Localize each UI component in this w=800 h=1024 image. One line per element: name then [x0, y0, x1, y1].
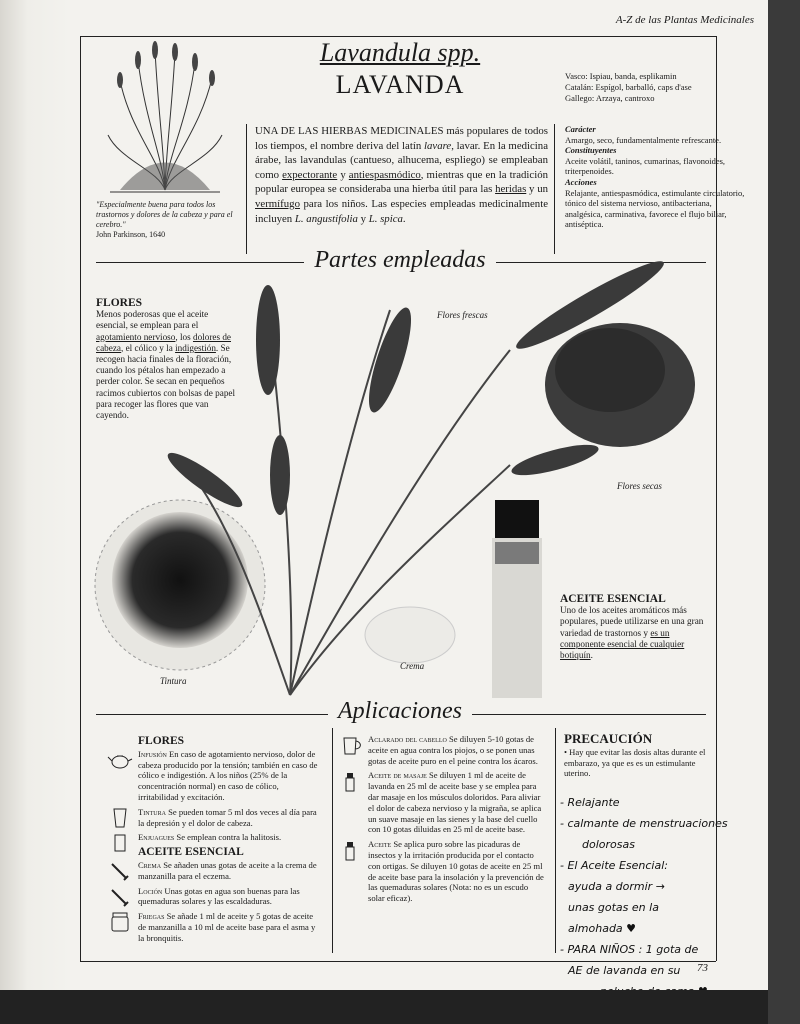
bottle-icon [338, 839, 362, 861]
flores-text: , los [175, 331, 193, 342]
entry-text: En caso de agotamiento nervioso, dolor de cabeza producido por la tensión; también en caso de cólico e indigestión. A los niños (25% de la concentración normal) en caso de cólico, irritabilidad y excitación. [138, 748, 318, 802]
caracter-text: Amargo, seco, fundamentalmente refrescante. [565, 134, 722, 145]
aceite-text: . [590, 650, 593, 661]
scan-bottom-edge [0, 990, 768, 1024]
flores-underlined: dolores de cabeza [96, 331, 231, 353]
acciones-heading: Acciones [565, 176, 597, 187]
entry-label: Aceite [368, 839, 392, 850]
title-latin: Lavandula spp. [319, 38, 481, 67]
label-tincture: Tintura [160, 676, 187, 686]
app-entry-aceite [338, 839, 546, 904]
intro-text: y un [526, 183, 548, 196]
intro-text: y [337, 168, 349, 181]
entry-label: Tintura [138, 806, 166, 817]
app-entry-tintura [108, 807, 320, 829]
entry-text: Se pueden tomar 5 ml dos veces al día para la depresión y el dolor de cabeza. [138, 806, 317, 828]
handwritten-notes [560, 792, 735, 1002]
entry-label: Aclarado del cabello [368, 734, 447, 744]
aceite-heading: ACEITE ESENCIAL [560, 593, 666, 605]
dropper-icon [108, 860, 132, 882]
intro-species: L. angustifolia [294, 212, 358, 225]
regional-name-basque: Vasco: Ispiau, banda, esplikamin [565, 71, 677, 81]
cup-icon [108, 832, 132, 854]
regional-name-galician: Gallego: Arzaya, cantroxo [565, 93, 655, 103]
aplicaciones-title-wrap [0, 698, 800, 725]
regional-name-catalan: Catalán: Espígol, barballó, caps d'ase [565, 82, 692, 92]
app-col-divider-1 [332, 728, 333, 953]
constituyentes-heading: Constituyentes [565, 145, 617, 156]
app-aceite-heading: ACEITE ESENCIAL [138, 846, 244, 859]
handwritten-line: AE de lavanda en su [568, 964, 681, 977]
intro-right-divider [554, 124, 555, 254]
properties-panel [565, 124, 745, 230]
intro-text: para los niños. Las especies empleadas medicinalmente incluyen [255, 197, 548, 225]
app-entry-friegas [108, 911, 320, 943]
partes-title: Partes empleadas [304, 247, 495, 273]
intro-underlined: vermífugo [255, 197, 300, 210]
intro-species: L. spica [368, 212, 403, 225]
entry-text: Unas gotas en agua son buenas para las quemaduras solares y las escaldaduras. [138, 885, 300, 907]
app-entry-enjuagues [108, 832, 320, 843]
handwritten-line: dolorosas [582, 838, 635, 851]
precaution-box [564, 732, 712, 779]
handwritten-line: - Relajante [560, 796, 620, 809]
entry-text: Se diluyen 5-10 gotas de aceite en agua contra los piojos, o se ponen unas gotas de aceite puro en el peine contra los ácaros. [368, 734, 538, 766]
flores-text: Menos poderosas que el aceite esencial, se emplean para el [96, 309, 209, 331]
left-frame-rule [80, 36, 81, 961]
applications-column-1 [108, 734, 320, 948]
dropper-icon [108, 886, 132, 908]
precaution-heading: PRECAUCIÓN [564, 731, 653, 746]
entry-text: Se emplean contra la halitosis. [174, 832, 282, 843]
flores-text: . Se recogen hacia finales de la floración, cuando los pétalos han empezado a perder color. Se secan en pequeños racimos cubiertos con bolsas de papel para recoger las flores que van cayendo. [96, 342, 236, 421]
intro-underlined: heridas [495, 183, 527, 196]
jug-icon [338, 734, 362, 756]
constituyentes-text: Aceite volátil, taninos, cumarinas, flavonoides, triterpenoides. [565, 155, 726, 177]
teapot-icon [108, 749, 132, 771]
aceite-underlined: es un componente esencial de cualquier botiquín [560, 627, 685, 661]
flores-text: , el cólico y la [120, 342, 176, 353]
label-cream: Crema [400, 661, 425, 671]
entry-label: Enjuagues [138, 832, 175, 843]
flores-underlined: agotamiento nervioso [96, 331, 176, 342]
intro-underlined: expectorante [282, 168, 338, 181]
handwritten-line: ayuda a dormir → [568, 880, 665, 893]
running-head: A-Z de las Plantas Medicinales [615, 14, 754, 26]
tincture-bowl [95, 500, 265, 670]
entry-text: Se aplica puro sobre las picaduras de insectos y la irritación producida por el contacto con ortigas. Se diluyen 10 gotas de aceite en 25 ml de aceite base para la insolación y la prevención de las quemaduras solares (Nota: no es un escudo solar eficaz). [368, 839, 544, 904]
dried-flowers-pile [545, 323, 695, 447]
entry-label: Infusión [138, 748, 167, 759]
entry-text: Se añade 1 ml de aceite y 5 gotas de aceite de manzanilla a 10 ml de aceite base para el asma y la bronquitis. [138, 911, 316, 943]
entry-text: Se añaden unas gotas de aceite a la crema de manzanilla para el eczema. [138, 859, 317, 881]
cream-jar [365, 607, 455, 663]
aplicaciones-title: Aplicaciones [328, 698, 472, 724]
handwritten-line: unas gotas en la [568, 901, 659, 914]
label-dried-flowers: Flores secas [617, 481, 662, 491]
lavender-plant-illustration [100, 40, 230, 195]
entry-label: Friegas [138, 911, 165, 922]
intro-text: , lavar. En la medicina árabe, las lavandulas (cantueso, alhucema, espliego) se empleaban como [255, 139, 548, 181]
intro-latin-word: lavare [424, 139, 452, 152]
book-spine-shadow [0, 0, 70, 990]
intro-text: UNA DE LAS HIERBAS MEDICINALES más populares de todos los tiempos, el nombre deriva del latín [255, 125, 548, 152]
intro-text: y [357, 212, 369, 225]
app-col-divider-2 [555, 728, 556, 953]
top-rule [80, 36, 716, 37]
caption-quote: "Especialmente buena para todos los trastornos y dolores de la cabeza y para el cerebro." [96, 200, 233, 229]
aceite-text: Uno de los aceites aromáticos más populares, puede utilizarse en una gran variedad de trastornos y [560, 605, 704, 638]
entry-label: Loción [138, 885, 163, 896]
label-fresh-flowers: Flores frescas [437, 310, 488, 320]
intro-underlined: antiespasmódico [348, 168, 421, 181]
title-common: LAVANDA [335, 70, 465, 99]
caption-author: John Parkinson, 1640 [96, 230, 166, 239]
caracter-heading: Carácter [565, 124, 596, 134]
handwritten-line: - calmante de menstruaciones [560, 817, 728, 830]
page-number: 73 [697, 962, 708, 974]
entry-text: Se diluyen 1 ml de aceite de lavanda en 25 ml de aceite base y se emplea para dar masaje en los músculos doloridos. Para aliviar el dolor de cabeza nervioso y la migraña, se aplica un suave masaje en las sienes y la base del cuello con 10 gotas diluidas en 25 ml de aceite base. [368, 770, 542, 835]
app-entry-aclarado [338, 734, 546, 766]
acciones-text: Relajante, antiespasmódica, estimulante circulatorio, tónico del sistema nervioso, antibacteriana, analgésica, carminativa, favorece el flujo biliar, antiséptica. [565, 187, 745, 230]
intro-left-divider [246, 124, 247, 254]
intro-paragraph [255, 124, 548, 226]
app-entry-masaje [338, 770, 546, 835]
handwritten-line: almohada ♥ [568, 922, 637, 935]
bottle-icon [338, 770, 362, 792]
handwritten-line: - PARA NIÑOS : 1 gota de [560, 943, 699, 956]
essential-oil-description [560, 594, 710, 661]
entry-label: Aceite de masaje [368, 770, 427, 781]
jar-icon [108, 911, 132, 933]
app-flores-heading: FLORES [138, 735, 185, 747]
app-entry-locion [108, 886, 320, 908]
applications-column-2 [338, 734, 546, 908]
flores-underlined: indigestión [175, 342, 216, 353]
intro-text: , mientras que en la tradición popular europea se consideraba una hierba útil para las [255, 168, 548, 196]
precaution-text: • Hay que evitar las dosis altas durante el embarazo, ya que es es un estimulante uterino. [564, 746, 706, 779]
entry-label: Crema [138, 859, 162, 870]
illustration-caption [96, 200, 246, 240]
regional-names [565, 71, 745, 104]
essential-oil-bottle [492, 500, 542, 698]
app-entry-infusion [108, 749, 320, 803]
glass-icon [108, 807, 132, 829]
handwritten-line: - El Aceite Esencial: [560, 859, 668, 872]
intro-text: . [402, 212, 406, 225]
app-entry-crema [108, 860, 320, 882]
flores-heading: FLORES [96, 297, 143, 309]
